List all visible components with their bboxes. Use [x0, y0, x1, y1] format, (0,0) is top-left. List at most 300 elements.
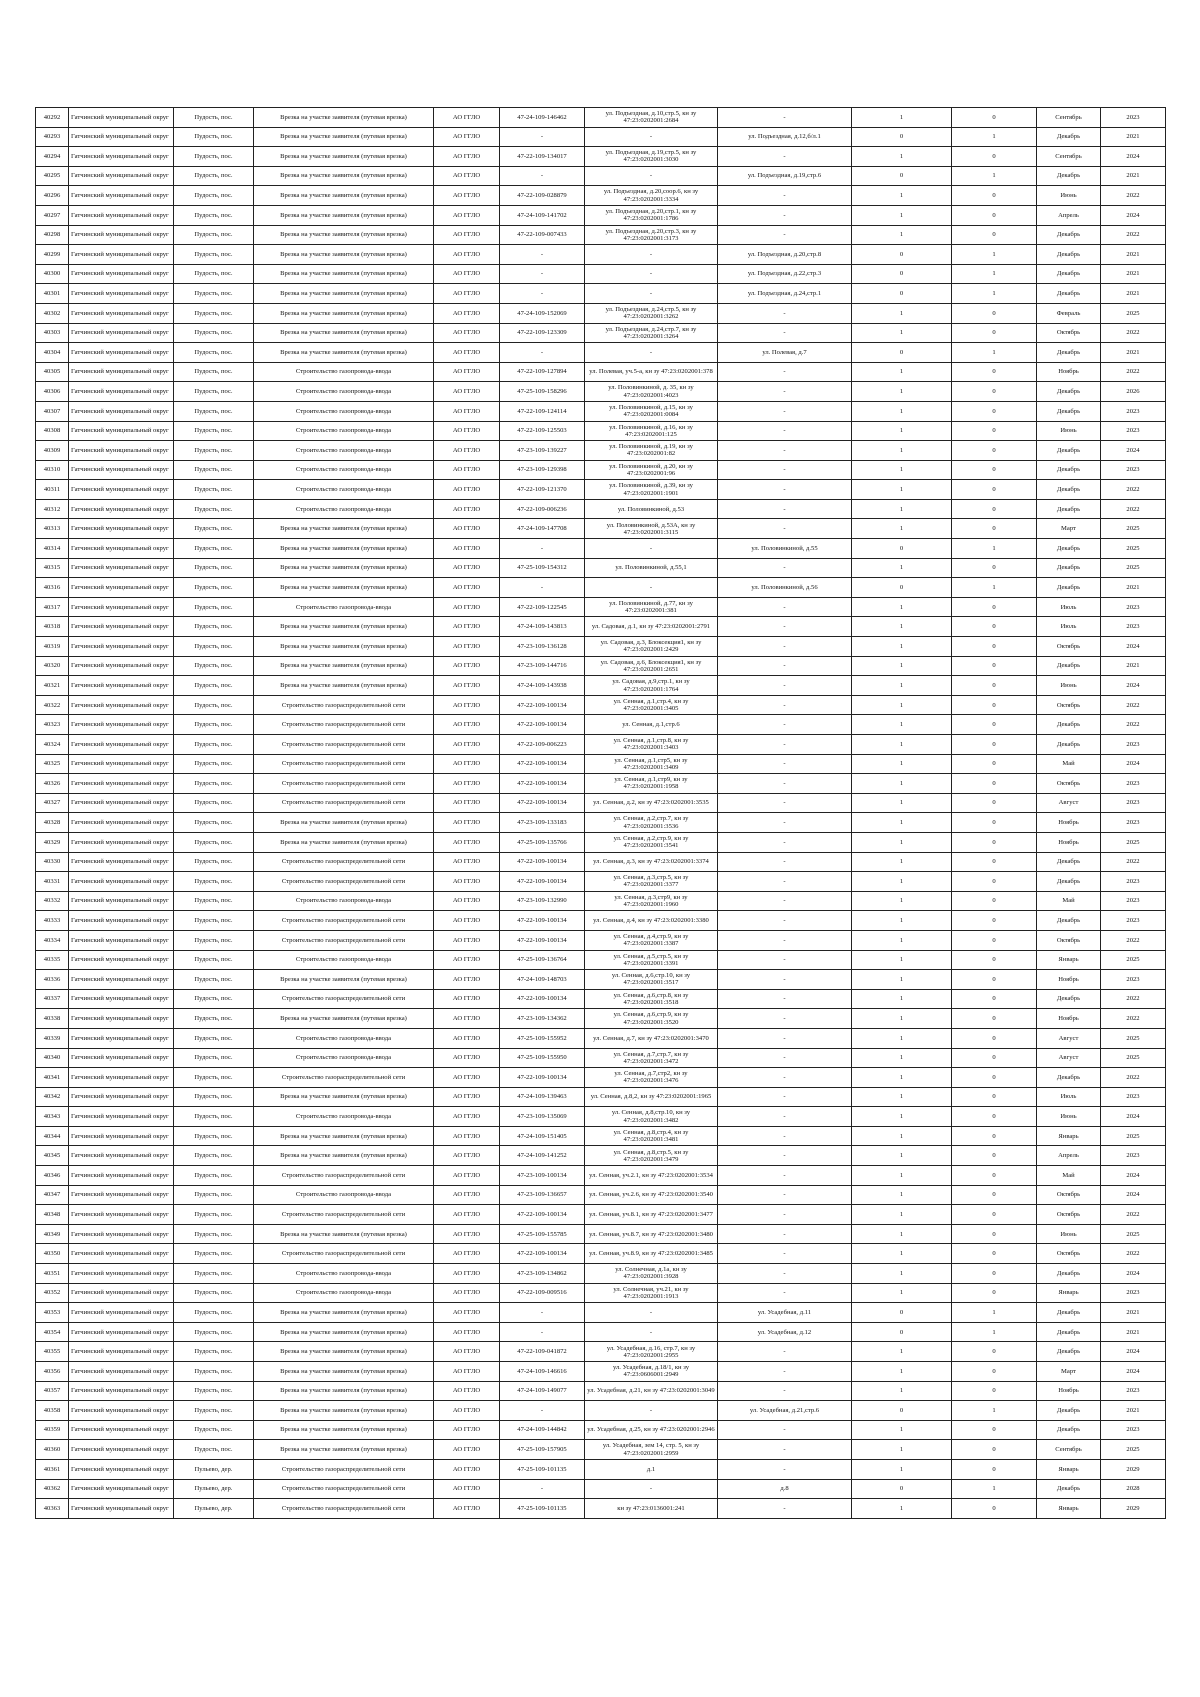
table-row [36, 166, 1166, 186]
cell-row-number: 40309 [36, 441, 69, 461]
cell-district: Гатчинский муниципальный округ [69, 578, 174, 598]
cell-year: 2025 [1101, 832, 1166, 852]
cell-count-planned: 0 [952, 1126, 1037, 1146]
cell-organization: АО ГГЛО [434, 401, 500, 421]
cell-count-planned: 0 [952, 1009, 1037, 1029]
cell-work-type: Строительство газораспределительной сети [254, 1068, 434, 1088]
table-row [36, 1283, 1166, 1303]
cell-address-with-cadastral: ул. Сенная, д.2,стр.7, кн зу 47:23:0202001:3536 [585, 813, 718, 833]
cell-year: 2024 [1101, 676, 1166, 696]
cell-month: Май [1037, 1166, 1101, 1186]
cell-year: 2028 [1101, 1479, 1166, 1499]
cell-address-with-cadastral: - [585, 166, 718, 186]
cell-work-type: Врезка на участке заявителя (путевая врезка) [254, 1440, 434, 1460]
table-row [36, 930, 1166, 950]
cell-count-planned: 1 [952, 245, 1037, 265]
cell-settlement: Пудость, пос. [174, 401, 254, 421]
cell-work-type: Врезка на участке заявителя (путевая врезка) [254, 617, 434, 637]
cell-count-planned: 0 [952, 147, 1037, 167]
cell-application-number: 47-22-109-100134 [500, 754, 585, 774]
cell-application-number: 47-25-109-154312 [500, 558, 585, 578]
cell-work-type: Врезка на участке заявителя (путевая врезка) [254, 186, 434, 206]
cell-row-number: 40360 [36, 1440, 69, 1460]
cell-count-planned: 0 [952, 597, 1037, 617]
cell-count-connected: 1 [852, 1166, 952, 1186]
cell-organization: АО ГГЛО [434, 735, 500, 755]
cell-organization: АО ГГЛО [434, 1205, 500, 1225]
cell-district: Гатчинский муниципальный округ [69, 108, 174, 128]
table-row [36, 499, 1166, 519]
cell-count-connected: 1 [852, 1499, 952, 1519]
table-row [36, 891, 1166, 911]
cell-organization: АО ГГЛО [434, 186, 500, 206]
cell-organization: АО ГГЛО [434, 1362, 500, 1382]
cell-address-with-cadastral: ул. Половинкиной, д.20, кн зу 47:23:0202001:96 [585, 460, 718, 480]
cell-address: - [718, 617, 852, 637]
cell-year: 2025 [1101, 303, 1166, 323]
cell-month: Июнь [1037, 1224, 1101, 1244]
cell-work-type: Врезка на участке заявителя (путевая врезка) [254, 147, 434, 167]
cell-settlement: Пудость, пос. [174, 519, 254, 539]
cell-count-planned: 1 [952, 264, 1037, 284]
cell-address-with-cadastral: ул. Подъездная, д.20,соор.6, кн зу 47:23:0202001:3334 [585, 186, 718, 206]
cell-settlement: Пудость, пос. [174, 930, 254, 950]
cell-address: ул. Полевая, д.7 [718, 343, 852, 363]
cell-year: 2024 [1101, 1342, 1166, 1362]
cell-application-number: 47-24-109-151405 [500, 1126, 585, 1146]
cell-count-planned: 0 [952, 1440, 1037, 1460]
cell-count-connected: 1 [852, 597, 952, 617]
cell-count-connected: 1 [852, 695, 952, 715]
cell-year: 2025 [1101, 1028, 1166, 1048]
cell-application-number: 47-22-109-041872 [500, 1342, 585, 1362]
cell-address: - [718, 774, 852, 794]
cell-month: Ноябрь [1037, 813, 1101, 833]
cell-application-number: 47-25-109-135766 [500, 832, 585, 852]
cell-count-connected: 1 [852, 813, 952, 833]
cell-district: Гатчинский муниципальный округ [69, 1303, 174, 1323]
cell-year: 2024 [1101, 1166, 1166, 1186]
cell-month: Ноябрь [1037, 362, 1101, 382]
table-row [36, 1401, 1166, 1421]
cell-work-type: Врезка на участке заявителя (путевая врезка) [254, 676, 434, 696]
cell-address-with-cadastral: ул. Половинкиной, д.19, кн зу 47:23:0202001:82 [585, 441, 718, 461]
cell-application-number: 47-22-109-100134 [500, 715, 585, 735]
cell-district: Гатчинский муниципальный округ [69, 1068, 174, 1088]
cell-year: 2021 [1101, 578, 1166, 598]
cell-settlement: Пудость, пос. [174, 637, 254, 657]
cell-district: Гатчинский муниципальный округ [69, 970, 174, 990]
cell-row-number: 40344 [36, 1126, 69, 1146]
cell-organization: АО ГГЛО [434, 441, 500, 461]
cell-organization: АО ГГЛО [434, 558, 500, 578]
cell-organization: АО ГГЛО [434, 1107, 500, 1127]
cell-address: - [718, 382, 852, 402]
cell-application-number: - [500, 245, 585, 265]
table-row [36, 1440, 1166, 1460]
cell-address: - [718, 872, 852, 892]
cell-address: - [718, 715, 852, 735]
cell-count-planned: 0 [952, 695, 1037, 715]
cell-organization: АО ГГЛО [434, 1087, 500, 1107]
cell-year: 2023 [1101, 1283, 1166, 1303]
cell-district: Гатчинский муниципальный округ [69, 166, 174, 186]
cell-settlement: Пудость, пос. [174, 343, 254, 363]
cell-address: - [718, 1087, 852, 1107]
cell-month: Октябрь [1037, 1244, 1101, 1264]
cell-count-planned: 0 [952, 970, 1037, 990]
cell-district: Гатчинский муниципальный округ [69, 127, 174, 147]
cell-settlement: Пудость, пос. [174, 1322, 254, 1342]
cell-address-with-cadastral: ул. Сенная, д.8,стр.10, кн зу 47:23:0202001:3482 [585, 1107, 718, 1127]
cell-row-number: 40350 [36, 1244, 69, 1264]
cell-count-connected: 1 [852, 1107, 952, 1127]
cell-district: Гатчинский муниципальный округ [69, 519, 174, 539]
cell-organization: АО ГГЛО [434, 1479, 500, 1499]
cell-district: Гатчинский муниципальный округ [69, 1342, 174, 1362]
cell-district: Гатчинский муниципальный округ [69, 852, 174, 872]
cell-count-connected: 1 [852, 323, 952, 343]
cell-settlement: Пудость, пос. [174, 1420, 254, 1440]
cell-year: 2024 [1101, 1362, 1166, 1382]
cell-application-number: 47-24-109-152069 [500, 303, 585, 323]
cell-address: - [718, 1264, 852, 1284]
cell-work-type: Строительство газораспределительной сети [254, 1166, 434, 1186]
cell-month: Декабрь [1037, 578, 1101, 598]
cell-settlement: Пудость, пос. [174, 676, 254, 696]
cell-address-with-cadastral: ул. Сенная, д.3, кн зу 47:23:0202001:3374 [585, 852, 718, 872]
cell-district: Гатчинский муниципальный округ [69, 362, 174, 382]
cell-settlement: Пудость, пос. [174, 480, 254, 500]
cell-row-number: 40353 [36, 1303, 69, 1323]
cell-organization: АО ГГЛО [434, 1303, 500, 1323]
table-row [36, 852, 1166, 872]
cell-address: - [718, 558, 852, 578]
cell-settlement: Пудость, пос. [174, 1068, 254, 1088]
cell-count-planned: 0 [952, 754, 1037, 774]
cell-year: 2024 [1101, 1264, 1166, 1284]
cell-month: Апрель [1037, 1146, 1101, 1166]
cell-work-type: Строительство газораспределительной сети [254, 774, 434, 794]
cell-count-connected: 1 [852, 205, 952, 225]
cell-application-number: - [500, 578, 585, 598]
cell-count-planned: 0 [952, 558, 1037, 578]
cell-address-with-cadastral: ул. Подъездная, д.20,стр.1, кн зу 47:23:0202001:1786 [585, 205, 718, 225]
cell-count-connected: 1 [852, 362, 952, 382]
cell-count-planned: 0 [952, 1283, 1037, 1303]
cell-row-number: 40317 [36, 597, 69, 617]
table-row [36, 1126, 1166, 1146]
cell-count-planned: 0 [952, 441, 1037, 461]
cell-address: - [718, 1440, 852, 1460]
cell-organization: АО ГГЛО [434, 637, 500, 657]
cell-settlement: Пудость, пос. [174, 441, 254, 461]
cell-application-number: 47-24-109-149077 [500, 1381, 585, 1401]
cell-address-with-cadastral: ул. Сенная, д.8,стр.4, кн зу 47:23:0202001:3481 [585, 1126, 718, 1146]
cell-count-connected: 0 [852, 1303, 952, 1323]
table-row [36, 225, 1166, 245]
cell-organization: АО ГГЛО [434, 539, 500, 559]
cell-organization: АО ГГЛО [434, 284, 500, 304]
cell-count-planned: 0 [952, 891, 1037, 911]
cell-work-type: Строительство газопровода-ввода [254, 1283, 434, 1303]
cell-organization: АО ГГЛО [434, 872, 500, 892]
cell-month: Август [1037, 1048, 1101, 1068]
cell-address-with-cadastral: ул. Сенная, д.2,стр.9, кн зу 47:23:0202001:3541 [585, 832, 718, 852]
cell-count-planned: 1 [952, 127, 1037, 147]
cell-row-number: 40321 [36, 676, 69, 696]
cell-month: Декабрь [1037, 715, 1101, 735]
cell-application-number: 47-25-109-155950 [500, 1048, 585, 1068]
cell-count-planned: 1 [952, 1303, 1037, 1323]
cell-address-with-cadastral: ул. Усадебная, д.16, стр.7, кн зу 47:23:0202001:2955 [585, 1342, 718, 1362]
cell-organization: АО ГГЛО [434, 225, 500, 245]
cell-settlement: Пульево, дер. [174, 1499, 254, 1519]
cell-application-number: 47-22-109-100134 [500, 911, 585, 931]
cell-organization: АО ГГЛО [434, 421, 500, 441]
cell-address-with-cadastral: ул. Подъездная, д.24,стр.5, кн зу 47:23:0202001:3262 [585, 303, 718, 323]
table-row [36, 284, 1166, 304]
table-row [36, 911, 1166, 931]
cell-count-connected: 1 [852, 1185, 952, 1205]
cell-settlement: Пудость, пос. [174, 1283, 254, 1303]
cell-work-type: Строительство газораспределительной сети [254, 695, 434, 715]
cell-month: Март [1037, 1362, 1101, 1382]
cell-month: Декабрь [1037, 539, 1101, 559]
cell-organization: АО ГГЛО [434, 970, 500, 990]
table-row [36, 832, 1166, 852]
cell-address: - [718, 1146, 852, 1166]
cell-count-connected: 1 [852, 1224, 952, 1244]
cell-settlement: Пудость, пос. [174, 1205, 254, 1225]
cell-application-number: 47-22-109-123309 [500, 323, 585, 343]
cell-count-planned: 0 [952, 1146, 1037, 1166]
cell-count-planned: 0 [952, 813, 1037, 833]
cell-year: 2022 [1101, 989, 1166, 1009]
cell-application-number: 47-25-109-155785 [500, 1224, 585, 1244]
cell-application-number: 47-22-109-124114 [500, 401, 585, 421]
cell-address-with-cadastral: ул. Сенная, д.1,стр9, кн зу 47:23:0202001:1958 [585, 774, 718, 794]
cell-row-number: 40349 [36, 1224, 69, 1244]
cell-month: Январь [1037, 1499, 1101, 1519]
cell-month: Октябрь [1037, 323, 1101, 343]
cell-settlement: Пудость, пос. [174, 147, 254, 167]
cell-address: - [718, 1126, 852, 1146]
cell-month: Декабрь [1037, 852, 1101, 872]
cell-count-planned: 1 [952, 1401, 1037, 1421]
cell-application-number: 47-23-109-129398 [500, 460, 585, 480]
table-row [36, 539, 1166, 559]
cell-district: Гатчинский муниципальный округ [69, 1009, 174, 1029]
cell-year: 2024 [1101, 441, 1166, 461]
cell-year: 2022 [1101, 1068, 1166, 1088]
table-row [36, 989, 1166, 1009]
cell-address-with-cadastral: ул. Садовая, д.3, Блоксекция1, кн зу 47:23:0202001:2429 [585, 637, 718, 657]
cell-settlement: Пудость, пос. [174, 1381, 254, 1401]
table-row [36, 1479, 1166, 1499]
cell-work-type: Строительство газопровода-ввода [254, 1107, 434, 1127]
cell-year: 2023 [1101, 108, 1166, 128]
cell-organization: АО ГГЛО [434, 264, 500, 284]
cell-count-planned: 0 [952, 1264, 1037, 1284]
cell-count-connected: 1 [852, 989, 952, 1009]
cell-year: 2022 [1101, 695, 1166, 715]
cell-application-number: 47-23-109-136128 [500, 637, 585, 657]
table-row [36, 793, 1166, 813]
cell-application-number: 47-22-109-122545 [500, 597, 585, 617]
cell-application-number: 47-23-109-132990 [500, 891, 585, 911]
cell-year: 2025 [1101, 1224, 1166, 1244]
cell-work-type: Врезка на участке заявителя (путевая врезка) [254, 108, 434, 128]
cell-count-planned: 0 [952, 950, 1037, 970]
cell-organization: АО ГГЛО [434, 1401, 500, 1421]
cell-address: - [718, 989, 852, 1009]
cell-work-type: Врезка на участке заявителя (путевая врезка) [254, 578, 434, 598]
cell-count-planned: 0 [952, 852, 1037, 872]
cell-row-number: 40331 [36, 872, 69, 892]
cell-row-number: 40308 [36, 421, 69, 441]
cell-count-connected: 1 [852, 1440, 952, 1460]
cell-row-number: 40359 [36, 1420, 69, 1440]
cell-address-with-cadastral: - [585, 1401, 718, 1421]
table-row [36, 735, 1166, 755]
cell-district: Гатчинский муниципальный округ [69, 735, 174, 755]
cell-month: Декабрь [1037, 1342, 1101, 1362]
cell-year: 2029 [1101, 1459, 1166, 1479]
cell-work-type: Врезка на участке заявителя (путевая врезка) [254, 1401, 434, 1421]
cell-address: - [718, 519, 852, 539]
cell-work-type: Строительство газопровода-ввода [254, 362, 434, 382]
cell-count-connected: 1 [852, 441, 952, 461]
cell-application-number: 47-25-109-136764 [500, 950, 585, 970]
cell-settlement: Пудость, пос. [174, 284, 254, 304]
cell-row-number: 40302 [36, 303, 69, 323]
cell-work-type: Строительство газораспределительной сети [254, 852, 434, 872]
cell-settlement: Пульево, дер. [174, 1479, 254, 1499]
cell-settlement: Пудость, пос. [174, 1087, 254, 1107]
cell-year: 2023 [1101, 970, 1166, 990]
cell-application-number: 47-23-109-100134 [500, 1166, 585, 1186]
cell-work-type: Врезка на участке заявителя (путевая врезка) [254, 343, 434, 363]
document-page [35, 107, 1165, 1519]
cell-count-planned: 0 [952, 382, 1037, 402]
cell-count-connected: 1 [852, 460, 952, 480]
cell-month: Декабрь [1037, 127, 1101, 147]
cell-row-number: 40335 [36, 950, 69, 970]
cell-row-number: 40323 [36, 715, 69, 735]
cell-address-with-cadastral: ул. Сенная, д.1,стр.6 [585, 715, 718, 735]
cell-count-connected: 1 [852, 382, 952, 402]
cell-count-connected: 1 [852, 421, 952, 441]
cell-month: Декабрь [1037, 460, 1101, 480]
table-row [36, 1499, 1166, 1519]
cell-count-connected: 1 [852, 656, 952, 676]
cell-year: 2023 [1101, 872, 1166, 892]
cell-count-connected: 1 [852, 225, 952, 245]
cell-organization: АО ГГЛО [434, 1420, 500, 1440]
cell-application-number: 47-22-109-100134 [500, 1205, 585, 1225]
cell-organization: АО ГГЛО [434, 793, 500, 813]
cell-application-number: 47-22-109-007433 [500, 225, 585, 245]
cell-month: Октябрь [1037, 930, 1101, 950]
cell-count-planned: 1 [952, 166, 1037, 186]
cell-address: - [718, 695, 852, 715]
cell-application-number: - [500, 1479, 585, 1499]
cell-address: ул. Подъездная, д.19,стр.6 [718, 166, 852, 186]
cell-year: 2024 [1101, 205, 1166, 225]
cell-settlement: Пудость, пос. [174, 793, 254, 813]
cell-count-connected: 1 [852, 852, 952, 872]
cell-settlement: Пудость, пос. [174, 382, 254, 402]
cell-district: Гатчинский муниципальный округ [69, 1401, 174, 1421]
cell-application-number: 47-23-109-144716 [500, 656, 585, 676]
cell-count-connected: 0 [852, 284, 952, 304]
cell-address-with-cadastral: - [585, 1303, 718, 1323]
cell-year: 2029 [1101, 1499, 1166, 1519]
cell-work-type: Строительство газораспределительной сети [254, 911, 434, 931]
cell-organization: АО ГГЛО [434, 519, 500, 539]
cell-address-with-cadastral: ул. Сенная, д.5,стр.5, кн зу 47:23:0202001:3391 [585, 950, 718, 970]
cell-month: Декабрь [1037, 735, 1101, 755]
cell-address-with-cadastral: ул. Усадебная, зем 14, стр. 5, кн зу 47:23:0202001:2959 [585, 1440, 718, 1460]
cell-row-number: 40316 [36, 578, 69, 598]
cell-application-number: 47-22-109-006236 [500, 499, 585, 519]
cell-address-with-cadastral: ул. Половинкиной, д.39, кн зу 47:23:0202001:1901 [585, 480, 718, 500]
cell-count-connected: 1 [852, 1048, 952, 1068]
cell-work-type: Врезка на участке заявителя (путевая врезка) [254, 970, 434, 990]
cell-count-connected: 0 [852, 1322, 952, 1342]
cell-row-number: 40361 [36, 1459, 69, 1479]
cell-settlement: Пудость, пос. [174, 656, 254, 676]
cell-row-number: 40333 [36, 911, 69, 931]
cell-address-with-cadastral: ул. Половинкиной, д. 35, кн зу 47:23:0202001:4023 [585, 382, 718, 402]
cell-settlement: Пудость, пос. [174, 166, 254, 186]
table-row [36, 1342, 1166, 1362]
cell-work-type: Строительство газораспределительной сети [254, 1479, 434, 1499]
cell-district: Гатчинский муниципальный округ [69, 813, 174, 833]
cell-address: - [718, 852, 852, 872]
cell-district: Гатчинский муниципальный округ [69, 264, 174, 284]
cell-work-type: Строительство газопровода-ввода [254, 597, 434, 617]
cell-district: Гатчинский муниципальный округ [69, 1420, 174, 1440]
cell-year: 2023 [1101, 460, 1166, 480]
cell-settlement: Пудость, пос. [174, 1048, 254, 1068]
cell-count-connected: 1 [852, 832, 952, 852]
cell-year: 2024 [1101, 637, 1166, 657]
table-row [36, 1420, 1166, 1440]
cell-month: Август [1037, 1028, 1101, 1048]
cell-month: Декабрь [1037, 1322, 1101, 1342]
cell-work-type: Врезка на участке заявителя (путевая врезка) [254, 1146, 434, 1166]
cell-address: - [718, 930, 852, 950]
cell-count-connected: 1 [852, 891, 952, 911]
cell-address: - [718, 813, 852, 833]
cell-row-number: 40313 [36, 519, 69, 539]
cell-row-number: 40332 [36, 891, 69, 911]
cell-work-type: Строительство газопровода-ввода [254, 480, 434, 500]
cell-count-planned: 0 [952, 1420, 1037, 1440]
cell-year: 2021 [1101, 656, 1166, 676]
cell-district: Гатчинский муниципальный округ [69, 1244, 174, 1264]
cell-settlement: Пульево, дер. [174, 1459, 254, 1479]
cell-month: Декабрь [1037, 441, 1101, 461]
cell-row-number: 40296 [36, 186, 69, 206]
cell-district: Гатчинский муниципальный округ [69, 1499, 174, 1519]
cell-month: Декабрь [1037, 1068, 1101, 1088]
cell-settlement: Пудость, пос. [174, 1401, 254, 1421]
cell-settlement: Пудость, пос. [174, 813, 254, 833]
cell-address: - [718, 754, 852, 774]
